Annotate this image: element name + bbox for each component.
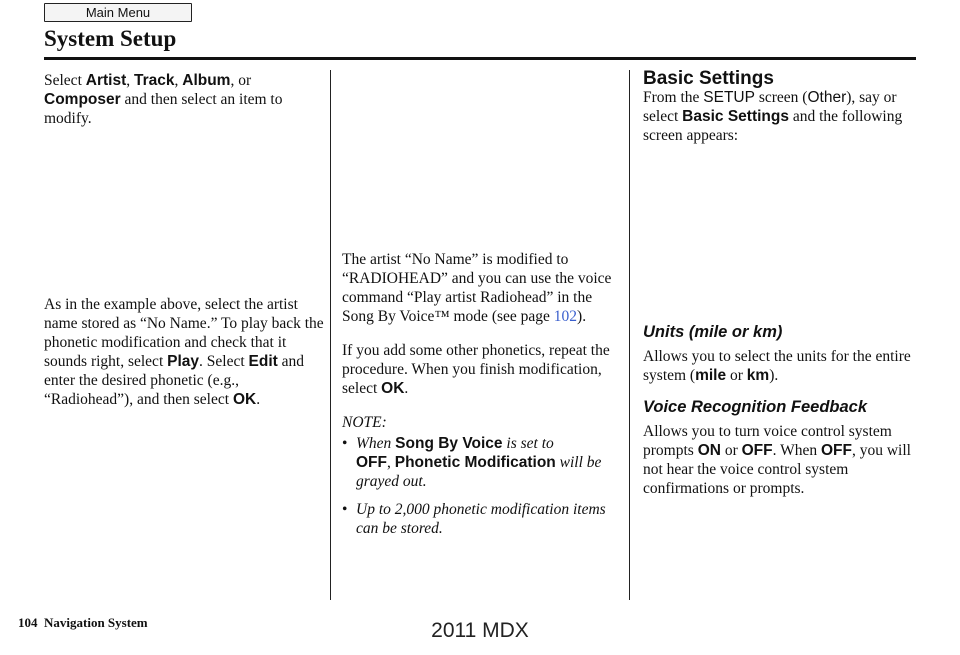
voice-feedback-paragraph: Allows you to turn voice control system prompts ON or OFF. When OFF, you will not hear the voice control system confirmations or prompts. xyxy=(643,423,911,497)
column-divider-2 xyxy=(629,70,630,600)
section-name: Navigation System xyxy=(44,615,148,630)
units-heading: Units (mile or km) xyxy=(643,323,783,341)
note-label: NOTE: xyxy=(342,414,387,431)
main-menu-button[interactable]: Main Menu xyxy=(44,3,192,22)
column-1 xyxy=(44,71,324,409)
repeat-paragraph: If you add some other phonetics, repeat the procedure. When you finish modification, select OK. xyxy=(342,342,610,397)
note-list xyxy=(342,434,620,538)
column-3 xyxy=(643,69,918,498)
title-rule xyxy=(44,57,916,60)
note-item: • When Song By Voice is set to OFF, Phonetic Modification will be grayed out. xyxy=(342,434,620,491)
column-divider-1 xyxy=(330,70,331,600)
units-paragraph: Allows you to select the units for the entire system (mile or km). xyxy=(643,348,911,384)
page-number: 104 xyxy=(18,615,38,630)
voice-feedback-heading: Voice Recognition Feedback xyxy=(643,398,868,416)
page-link[interactable]: 102 xyxy=(553,308,578,325)
column-2 xyxy=(342,250,620,547)
model-label: 2011 MDX xyxy=(431,619,529,642)
basic-settings-heading: Basic Settings xyxy=(643,68,774,89)
page-title: System Setup xyxy=(44,26,177,51)
example-paragraph: As in the example above, select the artist name stored as “No Name.” To play back the phonetic modification and check that it sounds right, select Play. Select Edit and enter the desired phonetic (e.g., “Radiohead”), and then select OK. xyxy=(44,296,324,408)
basic-settings-paragraph: From the SETUP screen (Other), say or select Basic Settings and the following screen appears: xyxy=(643,89,903,144)
intro-paragraph: Select Artist, Track, Album, or Composer and then select an item to modify. xyxy=(44,72,283,127)
modified-paragraph: The artist “No Name” is modified to “RADIOHEAD” and you can use the voice command “Play artist Radiohead” in the Song By Voice™ mode (see page 102). xyxy=(342,251,612,325)
note-item: • Up to 2,000 phonetic modification items can be stored. xyxy=(342,500,620,538)
